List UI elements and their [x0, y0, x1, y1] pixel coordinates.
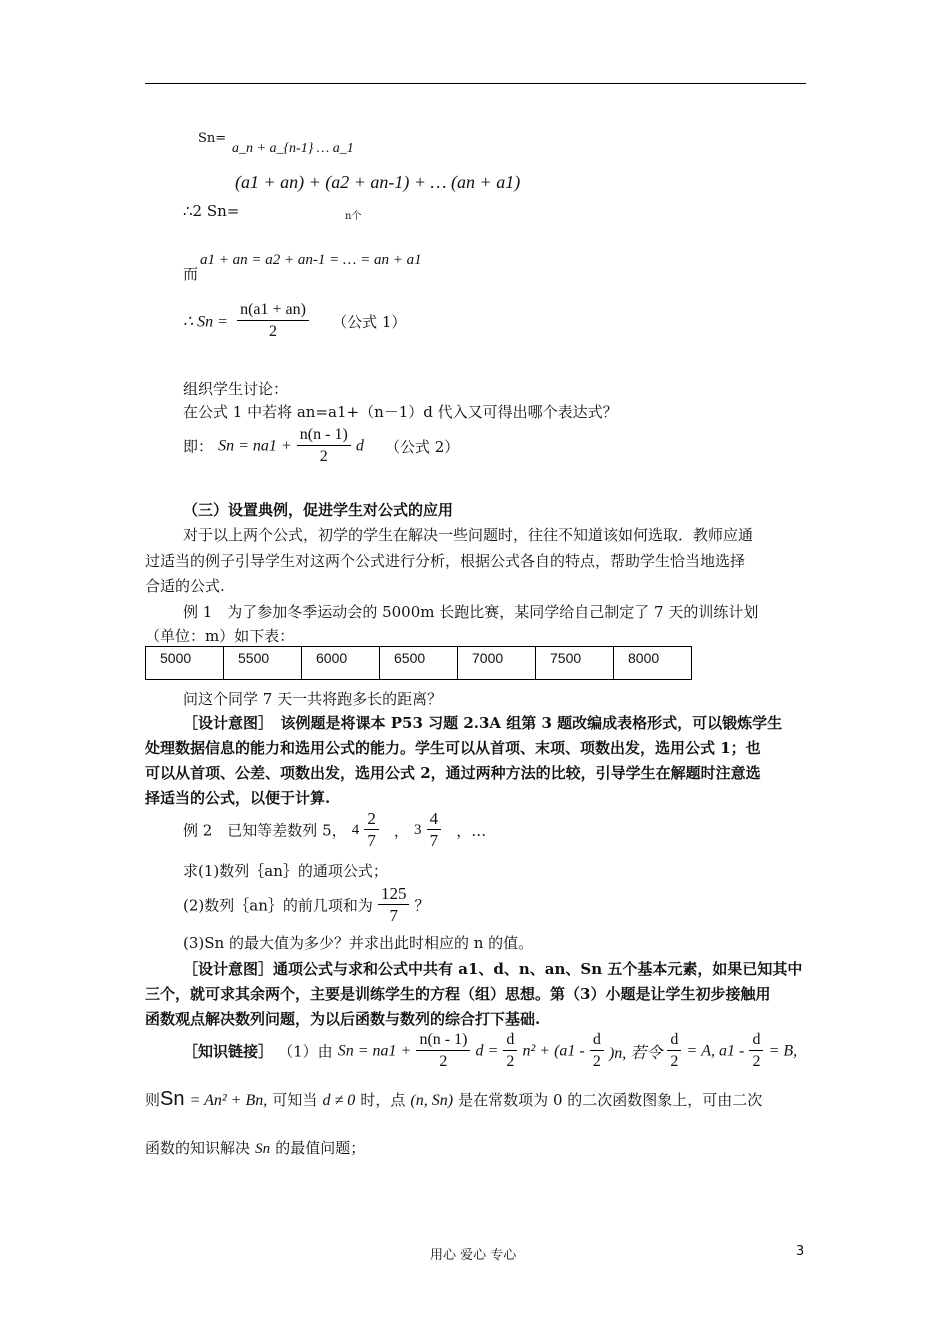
- k2-sn: Sn: [160, 1088, 185, 1110]
- k3-a: 函数的知识解决: [145, 1139, 251, 1157]
- term3-fraction: [427, 809, 442, 852]
- k-eq6: = B,: [768, 1042, 798, 1060]
- term2-whole: 4: [351, 822, 360, 838]
- n-count: n个: [345, 211, 362, 222]
- example2-intent-line1: ［设计意图］通项公式与求和公式中共有 a1、d、n、an、Sn 五个基本元素，如果已知其中: [183, 960, 803, 978]
- k3-sn: Sn: [255, 1141, 271, 1157]
- formula2-d: d: [355, 437, 364, 455]
- example1-intent-line2: 处理数据信息的能力和选用公式的能力。学生可以从首项、末项、项数出发，选用公式 1；也: [145, 739, 761, 757]
- k-f4-num: d: [667, 1030, 681, 1051]
- term3-whole: 3: [414, 822, 422, 838]
- discussion-line2: 在公式 1 中若将 an=a1+（n－1）d 代入又可得出哪个表达式？: [183, 403, 618, 421]
- sn-label: Sn=: [198, 131, 227, 146]
- equal-pairs: a1 + an = a2 + an-1 = … = an + a1: [200, 252, 422, 268]
- k2-c: 可知当: [272, 1091, 318, 1109]
- term2-den: 7: [367, 831, 376, 850]
- knowledge-line3: [145, 1137, 365, 1159]
- k-f3-num: d: [590, 1030, 604, 1051]
- example2-intent-line2: 三个，就可求其余两个，主要是训练学生的方程（组）思想。第（3）小题是让学生初步接触用: [145, 985, 771, 1003]
- term3-num: 4: [427, 809, 442, 830]
- table-cell: 5500: [224, 647, 302, 680]
- section3-para-line3: 合适的公式.: [145, 577, 225, 595]
- formula2-tag: （公式 2）: [384, 437, 460, 456]
- k-frac5: [749, 1030, 763, 1073]
- k2-g: 是在常数项为 0 的二次函数图象上，可由二次: [458, 1091, 763, 1109]
- table-cell: 5000: [146, 647, 224, 680]
- k3-b: 的最值问题；: [275, 1139, 366, 1157]
- example1-line2: （单位：m）如下表：: [145, 627, 295, 645]
- k-eq5: = A, a1 -: [686, 1042, 745, 1060]
- formula-2: [183, 425, 459, 468]
- formula2-den: 2: [319, 448, 328, 465]
- knowledge-label: ［知识链接］: [183, 1042, 274, 1061]
- k-f2-den: 2: [506, 1053, 515, 1070]
- page-number: 3: [796, 1244, 805, 1259]
- k-f3-den: 2: [592, 1053, 601, 1070]
- double-sum: (a1 + an) + (a2 + an-1) + … (an + a1): [235, 172, 521, 192]
- example2-q1: 求(1)数列｛an｝的通项公式；: [183, 862, 388, 880]
- k-frac3: [590, 1030, 604, 1073]
- table-row: [146, 647, 692, 680]
- formula1-den: 2: [269, 323, 278, 340]
- example2-q3: (3)Sn 的最大值为多少？并求出此时相应的 n 的值。: [183, 934, 534, 952]
- k-f5-den: 2: [752, 1053, 761, 1070]
- table-cell: 7000: [458, 647, 536, 680]
- k-f1-den: 2: [439, 1053, 448, 1070]
- example2-line: [183, 809, 486, 852]
- knowledge-line2: [145, 1088, 762, 1111]
- section3-para-line2: 过适当的例子引导学生对这两个公式进行分析，根据公式各自的特点，帮助学生恰当地选择: [145, 552, 746, 570]
- knowledge-part1: （1）由: [278, 1042, 333, 1061]
- table-cell: 8000: [614, 647, 692, 680]
- example1-question: 问这个同学 7 天一共将跑多长的距离？: [183, 690, 443, 708]
- formula2-fraction: [297, 425, 351, 468]
- k-eq3: n² + (a1 -: [522, 1042, 585, 1060]
- k-eq1: Sn = na1 +: [337, 1042, 412, 1060]
- footer-slogan: 用心 爱心 专心: [430, 1248, 517, 1263]
- section3-heading: （三）设置典例，促进学生对公式的应用: [183, 501, 454, 519]
- term2-num: 2: [364, 809, 379, 830]
- formula2-num: n(n - 1): [297, 425, 351, 446]
- sep: ，: [393, 821, 409, 840]
- knowledge-line1: [183, 1030, 797, 1073]
- k-frac1: [416, 1030, 470, 1073]
- term3-den: 7: [429, 831, 439, 850]
- k2-b: = An² + Bn,: [189, 1092, 268, 1109]
- section3-para-line1: 对于以上两个公式，初学的学生在解决一些问题时，往往不知道该如何选取．教师应通: [183, 526, 754, 544]
- example1-intent-line1: ［设计意图］ 该例题是将课本 P53 习题 2.3A 组第 3 题改编成表格形式，可以锻炼学生: [183, 714, 783, 732]
- table-cell: 6500: [380, 647, 458, 680]
- k-f2-num: d: [503, 1030, 517, 1051]
- example1-intent-line4: 择适当的公式，以便于计算.: [145, 789, 331, 807]
- double-label: ∴2 Sn=: [183, 202, 240, 220]
- k-eq4: )n, 若令: [608, 1045, 663, 1062]
- example2-intent-line3: 函数观点解决数列问题，为以后函数与数列的综合打下基础.: [145, 1010, 541, 1028]
- q2-end: ？: [414, 896, 430, 915]
- formula2-left: Sn = na1 +: [218, 437, 292, 455]
- discussion-line1: 组织学生讨论：: [183, 380, 289, 398]
- k2-f: (n, Sn): [410, 1092, 454, 1109]
- er-label: 而: [183, 265, 199, 283]
- formula1-fraction: [237, 300, 309, 343]
- table-cell: 6000: [302, 647, 380, 680]
- term2-fraction: [364, 809, 379, 852]
- k2-e: 时，点: [360, 1091, 406, 1109]
- formula1-num: n(a1 + an): [237, 300, 309, 321]
- formula1-left: ∴ Sn =: [183, 313, 228, 331]
- ji-label: 即：: [183, 437, 214, 456]
- k-eq2: d =: [475, 1042, 499, 1060]
- formula-1: [183, 300, 406, 343]
- k-f5-num: d: [749, 1030, 763, 1051]
- q2-fraction: [378, 884, 410, 927]
- table-cell: 7500: [536, 647, 614, 680]
- tail: ，…: [456, 821, 487, 840]
- example2-q2: [183, 884, 430, 927]
- formula1-tag: （公式 1）: [332, 312, 407, 331]
- k2-a: 则: [145, 1091, 161, 1109]
- k-f1-num: n(n - 1): [416, 1030, 470, 1051]
- example1-intent-line3: 可以从首项、公差、项数出发，选用公式 2，通过两种方法的比较，引导学生在解题时注意选: [145, 764, 761, 782]
- training-table: [145, 646, 692, 680]
- k2-d: d ≠ 0: [322, 1092, 356, 1109]
- example1-line1: 例 1 为了参加冬季运动会的 5000m 长跑比赛，某同学给自己制定了 7 天的训练计划: [183, 603, 759, 621]
- k-f4-den: 2: [670, 1053, 679, 1070]
- header-rule: [145, 83, 806, 84]
- q2-den: 7: [389, 906, 398, 925]
- k-frac2: [503, 1030, 517, 1073]
- example2-start: 例 2 已知等差数列 5，: [183, 821, 347, 840]
- k-frac4: [667, 1030, 681, 1073]
- q2-num: 125: [378, 884, 410, 905]
- q2-text: (2)数列｛an｝的前几项和为: [183, 896, 373, 915]
- sn-reverse: a_n + a_{n-1} … a_1: [232, 141, 354, 156]
